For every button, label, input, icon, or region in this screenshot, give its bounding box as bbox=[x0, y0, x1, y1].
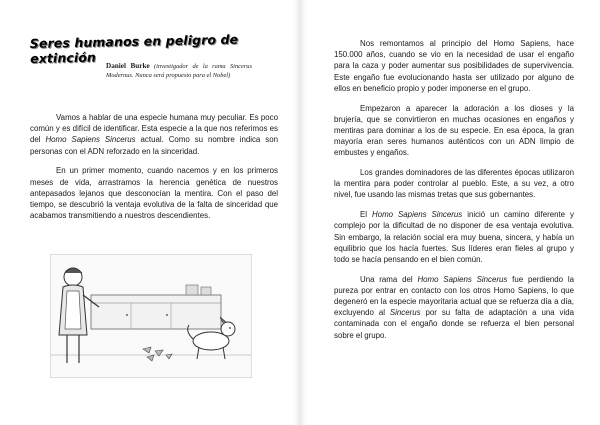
paragraph: Los grandes dominadores de las diferentes épocas utilizaron la mentira para poder controlar al pueblo. Este, a su vez, a otro nivel, fue usando las mismas tretas que sus gobernantes. bbox=[334, 168, 574, 200]
author-name: Daniel Burke bbox=[106, 62, 150, 70]
paragraph: Empezaron a aparecer la adoración a los dioses y la brujería, que se convirtieron en muchas ocasiones en engaños y mentiras para dominar a los de su especie. En esa época, la gran mayoría eran seres humanos auténticos con un ADN limpio de embustes y engaños. bbox=[334, 103, 574, 158]
paragraph: Vamos a hablar de una especie humana muy peculiar. Es poco común y es difícil de identificar. Esta especie a la que nos referimos es del Homo Sapiens Sincerus actual. Como su nombre indica son personas con el ADN reforzado en la sinceridad. bbox=[30, 113, 278, 156]
byline bbox=[106, 62, 252, 81]
author-note: (investigador de la rama Sincerus Modernus. Nunca será propuesto para el Nobel) bbox=[106, 63, 252, 80]
paragraph: El Homo Sapiens Sincerus inició un camino diferente y complejo por la dificultad de no disponer de esa ventaja evolutiva. Sin embargo, la relación social era muy buena, sincera, y había un equilibrio que los hacía fuertes. Sus líderes eran fieles al grupo y todo se hacía pensando en el bien común. bbox=[334, 210, 574, 264]
paragraph: Nos remontamos al principio del Homo Sapiens, hace 150.000 años, cuando se vio en la necesidad de usar el engaño para la caza y poder aumentar sus posibilidades de supervivencia. Este engaño fue evolucionando hasta ser utilizado por alguno de ellos en beneficio propio y poder imponerse en el grupo. bbox=[334, 39, 574, 93]
paragraph: En un primer momento, cuando nacemos y en los primeros meses de vida, arrastramos la herencia genética de nuestros antepasados lejanos que desconocían la mentira. Con el paso del tiempo, se descubrió la ventaja evolutiva de la falta de sinceridad que acabamos transmitiendo a nuestros descendientes. bbox=[30, 166, 278, 221]
right-page bbox=[300, 0, 600, 425]
paragraph: Una rama del Homo Sapiens Sincerus fue perdiendo la pureza por entrar en contacto con los otros Homo Sapiens, lo que degeneró en la especie mayoritaria actual que se refuerza día a día, excluyendo al Sincerus por su falta de adaptación a una vida contaminada con el engaño donde se refuerza el bien personal sobre el grupo. bbox=[334, 274, 575, 340]
right-column bbox=[334, 38, 574, 349]
woman-dog-broken-plate-drawing bbox=[51, 255, 251, 377]
article-title: Seres humanos en peligro de extinción bbox=[29, 31, 239, 66]
left-column bbox=[30, 112, 278, 230]
cartoon-illustration bbox=[50, 254, 252, 378]
